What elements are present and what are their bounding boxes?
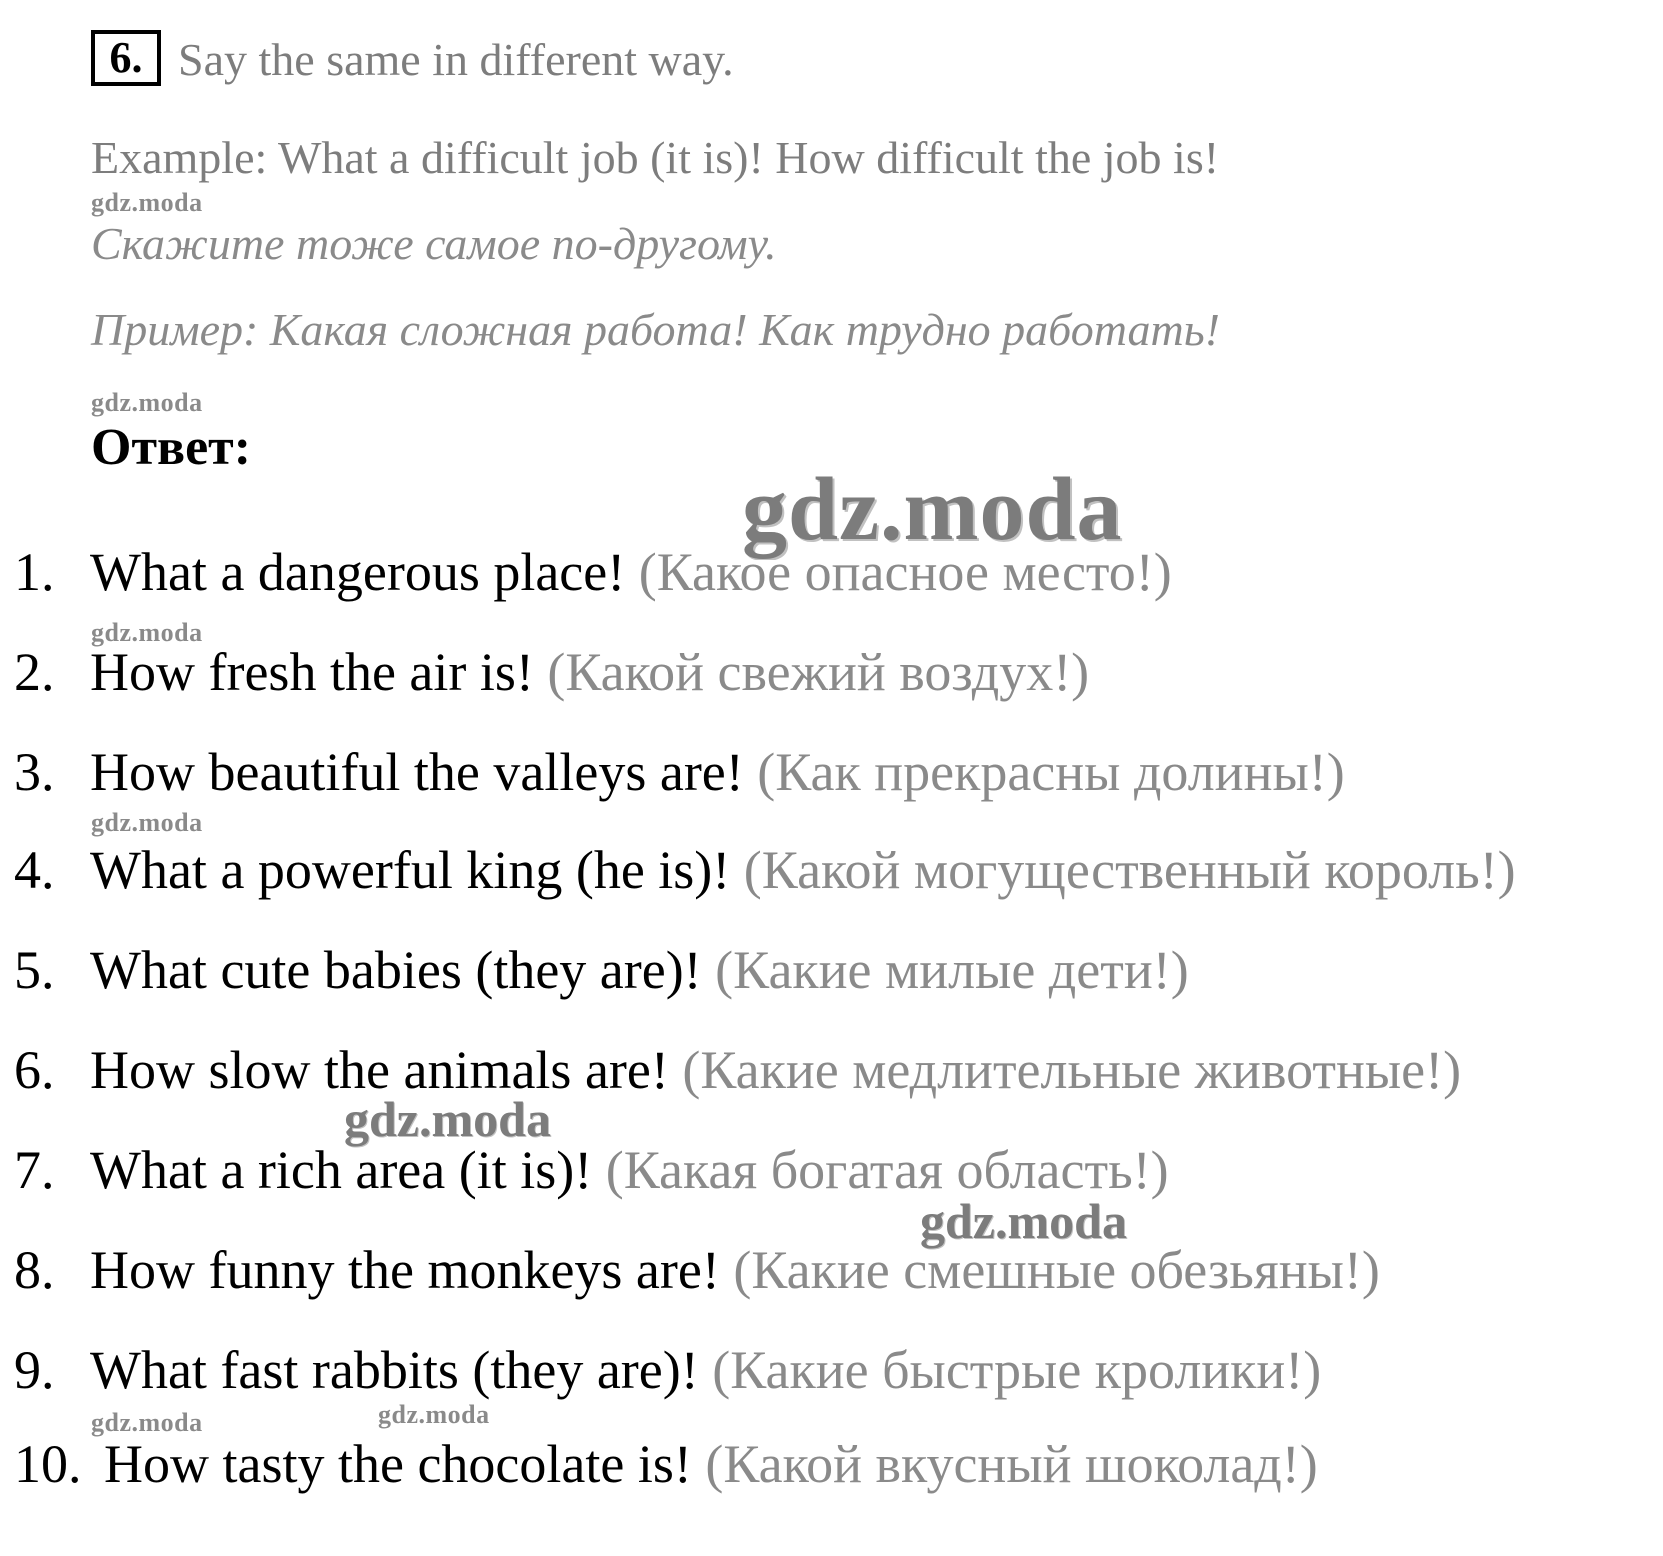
watermark: gdz.moda [91,188,203,217]
answer-number: 6. [14,1040,55,1100]
answer-number: 9. [14,1340,55,1400]
answer-ru: (Какие медлительные животные!) [682,1040,1462,1100]
answer-item [14,838,1516,902]
answer-number: 4. [14,840,55,900]
answer-item [14,540,1172,604]
answer-item [14,938,1189,1002]
answer-en: What a powerful king (he is)! [90,840,731,900]
answer-item [14,1432,1318,1496]
task-title: Say the same in different way. [178,34,734,85]
answer-en: How slow the animals are! [90,1040,669,1100]
answer-en: How fresh the air is! [90,642,534,702]
watermark: gdz.moda [378,1400,490,1429]
task-example: Example: What a difficult job (it is)! How difficult the job is! [91,132,1220,183]
watermark: gdz.moda [91,388,203,417]
answer-number: 5. [14,940,55,1000]
watermark-large: gdz.moda [742,460,1123,559]
answer-number: 1. [14,542,55,602]
answer-item [14,740,1345,804]
answer-ru: (Какая богатая область!) [605,1140,1169,1200]
answer-en: How funny the monkeys are! [90,1240,720,1300]
answer-en: What a rich area (it is)! [90,1140,593,1200]
answer-ru: (Какой свежий воздух!) [547,642,1090,702]
answer-number: 10. [14,1434,82,1494]
answer-en: What a dangerous place! [90,542,626,602]
answer-ru: (Какой вкусный шоколад!) [705,1434,1318,1494]
task-example-ru: Пример: Какая сложная работа! Как трудно работать! [91,304,1220,355]
answer-ru: (Как прекрасны долины!) [757,742,1345,802]
answer-item [14,1338,1321,1402]
answer-en: What fast rabbits (they are)! [90,1340,699,1400]
answer-ru: (Какие милые дети!) [715,940,1189,1000]
answer-item [14,1238,1380,1302]
answer-item [14,640,1089,704]
answer-number: 8. [14,1240,55,1300]
answer-number: 3. [14,742,55,802]
answer-ru: (Какое опасное место!) [638,542,1172,602]
task-instruction-ru: Скажите тоже самое по-другому. [91,218,777,269]
task-number: 6. [91,30,161,86]
answer-en: How beautiful the valleys are! [90,742,744,802]
answer-ru: (Какие смешные обезьяны!) [733,1240,1380,1300]
watermark-medium: gdz.moda [920,1193,1127,1249]
answer-en: How tasty the chocolate is! [104,1434,692,1494]
watermark: gdz.moda [91,1408,203,1437]
watermark: gdz.moda [91,618,203,647]
watermark: gdz.moda [91,808,203,837]
watermark-medium: gdz.moda [344,1091,551,1147]
answer-item [14,1038,1461,1102]
answer-ru: (Какой могущественный король!) [743,840,1516,900]
answer-number: 2. [14,642,55,702]
answer-en: What cute babies (they are)! [90,940,702,1000]
answer-number: 7. [14,1140,55,1200]
answer-heading: Ответ: [91,419,252,476]
answer-ru: (Какие быстрые кролики!) [712,1340,1322,1400]
